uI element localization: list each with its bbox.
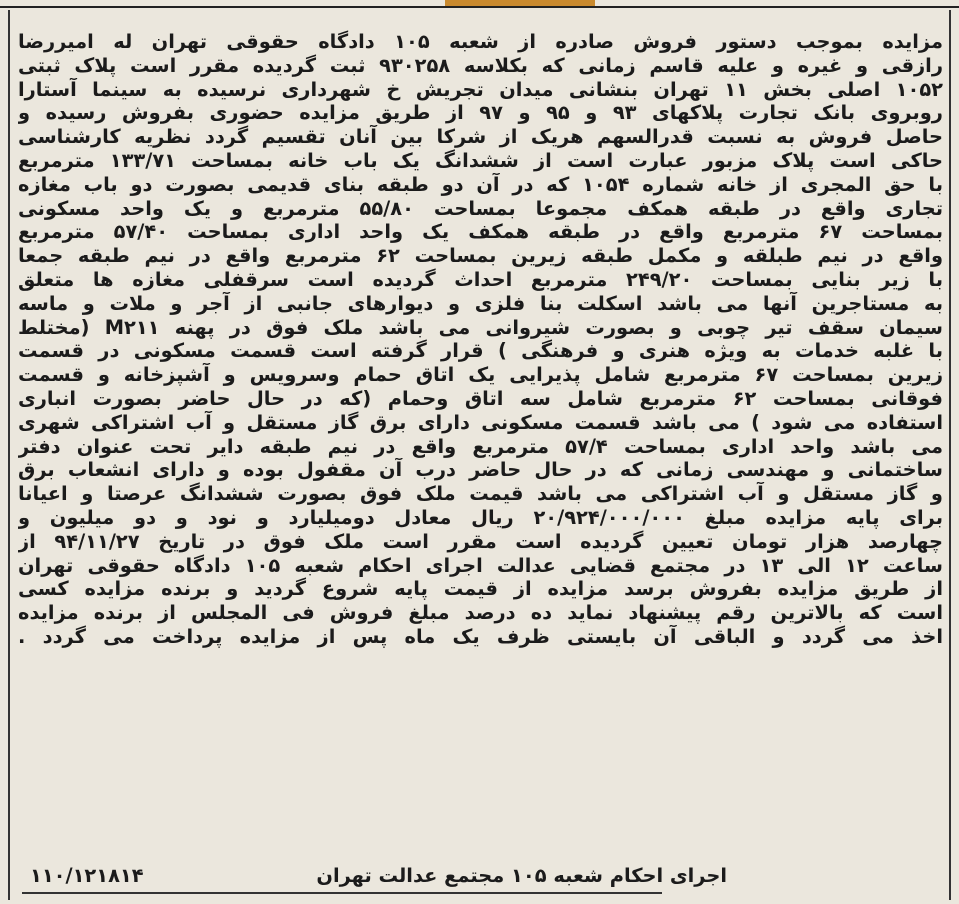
notice-line: و گاز مستقل و آب اشتراکی می باشد قیمت ملک فوق بصورت ششدانگ عرصتا و اعیانا bbox=[18, 482, 943, 506]
notice-line: ساعت ۱۲ الی ۱۳ در مجتمع قضایی عدالت اجرای احکام شعبه ۱۰۵ دادگاه حقوقی تهران bbox=[18, 553, 943, 577]
notice-line: زیرین بمساحت ۶۷ مترمربع شامل پذیرایی یک اتاق حمام وسرویس و آشپزخانه و قسمت bbox=[18, 363, 943, 387]
notice-line: روبروی بانک تجارت پلاکهای ۹۳ و ۹۵ و ۹۷ از طریق مزایده حضوری بفروش رسیده و bbox=[18, 101, 943, 125]
notice-line: با غلبه خدمات به ویژه هنری و فرهنگی ) قرار گرفته است قسمت مسکونی در قسمت bbox=[18, 339, 943, 363]
notice-line: حاکی است پلاک مزبور عبارت است از ششدانگ یک باب خانه بمساحت ۱۳۳/۷۱ مترمربع bbox=[18, 148, 943, 172]
notice-body bbox=[18, 30, 943, 649]
notice-line: فوقانی بمساحت ۶۲ مترمربع شامل سه اتاق وحمام (که در حال حاضر بصورت انباری bbox=[18, 386, 943, 410]
notice-line: با حق المجری از خانه شماره ۱۰۵۴ که در آن دو طبقه بنای قدیمی بصورت دو باب مغازه bbox=[18, 172, 943, 196]
notice-line: است که بالاترین رقم پیشنهاد نماید ده درصد مبلغ فروش فی المجلس از برنده مزایده bbox=[18, 601, 943, 625]
notice-line: استفاده می شود ) می باشد قسمت مسکونی دارای برق گاز مستقل و آب اشتراکی شهری bbox=[18, 410, 943, 434]
notice-line: به مستاجرین آنها می باشد اسکلت بنا فلزی و دیوارهای جانبی از آجر و ملات و ماسه bbox=[18, 291, 943, 315]
notice-line: رازقی و غیره و علیه قاسم زمانی که بکلاسه ۹۳۰۲۵۸ ثبت گردیده مقرر است پلاک ثبتی bbox=[18, 53, 943, 77]
notice-line: با زیر بنایی بمساحت ۲۴۹/۲۰ مترمربع احداث گردیده است سرقفلی مغازه ها متعلق bbox=[18, 267, 943, 291]
notice-line: اخذ می گردد و الباقی آن بایستی ظرف یک ماه پس از مزایده پرداخت می گردد . bbox=[18, 624, 943, 648]
notice-line: سیمان سقف تیر چوبی و بصورت شیروانی می باشد ملک فوق در پهنه M۲۱۱ (مختلط bbox=[18, 315, 943, 339]
notice-line: ساختمانی و مهندسی زمانی که در حال حاضر درب آن مقفول بوده و دارای انشعاب برق bbox=[18, 458, 943, 482]
notice-line: می باشد واحد اداری بمساحت ۵۷/۴ مترمربع واقع در نیم طبقه دایر تحت عنوان دفتر bbox=[18, 434, 943, 458]
notice-line: بمساحت ۶۷ مترمربع واقع در طبقه همکف یک واحد اداری بمساحت ۵۷/۴۰ مترمربع bbox=[18, 220, 943, 244]
notice-line: حاصل فروش به نسبت قدرالسهم هریک از شرکا بین آنان تقسیم گردد نظریه کارشناسی bbox=[18, 125, 943, 149]
notice-line: ۱۰۵۲ اصلی بخش ۱۱ تهران بنشانی میدان تجریش خ شهرداری نرسیده به سینما آستارا bbox=[18, 77, 943, 101]
notice-signature bbox=[30, 864, 937, 890]
notice-line: از طریق مزایده بفروش برسد مزایده از قیمت پایه شروع گردید و برنده مزایده کسی bbox=[18, 577, 943, 601]
issuer-text: اجرای احکام شعبه ۱۰۵ مجتمع عدالت تهران bbox=[316, 864, 727, 887]
notice-line: مزایده بموجب دستور فروش صادره از شعبه ۱۰۵ دادگاه حقوقی تهران له امیررضا bbox=[18, 30, 943, 53]
bottom-border-rule bbox=[22, 892, 662, 894]
top-border-rule bbox=[0, 6, 959, 8]
notice-line: واقع در نیم طبلقه و مکمل طبقه زیرین بمساحت ۶۲ مترمربع واقع در نیم طبقه جمعا bbox=[18, 244, 943, 268]
notice-code: ۱۱۰/۱۲۱۸۱۴ bbox=[30, 864, 144, 887]
notice-line: چهارصد هزار تومان تعیین گردیده است مقرر است ملک فوق در تاریخ ۹۴/۱۱/۲۷ از bbox=[18, 529, 943, 553]
notice-line: تجاری واقع در طبقه همکف مجموعا بمساحت ۵۵/۸۰ مترمربع و یک واحد مسکونی bbox=[18, 196, 943, 220]
notice-line: برای پایه مزایده مبلغ ۲۰/۹۲۴/۰۰۰/۰۰۰ ریال معادل دومیلیارد و نود و دو میلیون و bbox=[18, 505, 943, 529]
